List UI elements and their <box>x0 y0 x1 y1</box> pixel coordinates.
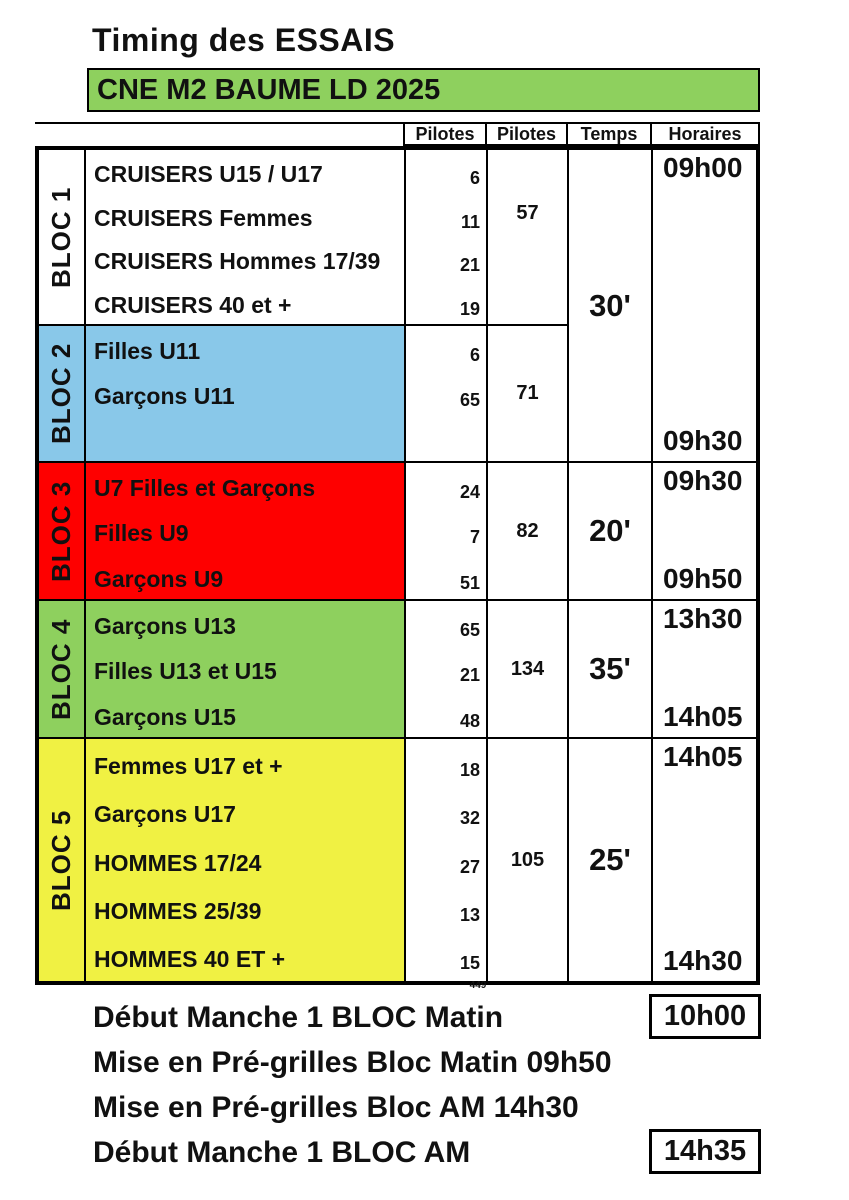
category-label: CRUISERS Femmes <box>94 204 313 231</box>
bloc1-total: 57 <box>487 149 568 325</box>
column-header-horaires: Horaires <box>650 124 760 146</box>
bloc3-total: 82 <box>487 462 568 600</box>
bloc4-label: BLOC 4 <box>38 600 85 738</box>
pilot-count <box>406 416 486 461</box>
pilot-count: 21 <box>459 255 480 276</box>
column-header-pilotes-2: Pilotes <box>485 124 566 146</box>
bloc4-temps: 35' <box>568 600 652 738</box>
bloc3-horaires <box>652 462 757 600</box>
column-header-temps: Temps <box>566 124 650 146</box>
category-label: HOMMES 17/24 <box>94 849 262 876</box>
end-time: 09h30 <box>663 424 743 456</box>
bloc1-categories <box>85 149 405 325</box>
category-label: Garçons U9 <box>94 565 224 592</box>
bloc5-categories <box>85 738 405 982</box>
footer-line-1: Début Manche 1 BLOC Matin <box>93 1000 504 1034</box>
pilot-count: 11 <box>460 211 480 232</box>
bloc4-categories <box>85 600 405 738</box>
category-label: CRUISERS 40 et + <box>94 291 292 318</box>
category-label: CRUISERS U15 / U17 <box>94 161 323 188</box>
bloc4-total: 134 <box>487 600 568 738</box>
table-header-row <box>35 122 760 146</box>
footer-time-box-am: 14h35 <box>649 1129 761 1174</box>
bloc1-pilot-counts <box>405 149 487 325</box>
category-label: HOMMES 25/39 <box>94 897 262 924</box>
bloc2-total: 71 <box>487 325 568 462</box>
timing-table <box>35 146 760 985</box>
bloc5-horaires <box>652 738 757 982</box>
footer-line-3: Mise en Pré-grilles Bloc AM 14h30 <box>93 1090 579 1124</box>
pilot-count: 27 <box>459 856 480 877</box>
pilot-count: 32 <box>459 808 480 829</box>
category-label: Garçons U11 <box>94 383 235 409</box>
bloc4-pilot-counts <box>405 600 487 738</box>
start-time: 09h00 <box>663 152 743 183</box>
bloc2-label: BLOC 2 <box>38 325 85 462</box>
pilot-count: 18 <box>459 759 480 780</box>
end-time: 09h50 <box>663 562 743 594</box>
bloc4-horaires <box>652 600 757 738</box>
pilot-count: 24 <box>459 482 480 503</box>
morning-temps: 30' <box>568 149 652 462</box>
start-time: 14h05 <box>663 741 743 772</box>
pilot-count: 48 <box>459 710 480 731</box>
end-time: 14h05 <box>663 700 743 732</box>
bloc5-total: 105 <box>487 738 568 982</box>
bloc1-label: BLOC 1 <box>38 149 85 325</box>
category-label: U7 Filles et Garçons <box>94 475 316 502</box>
bloc5-label: BLOC 5 <box>38 738 85 982</box>
header-spacer <box>35 124 403 146</box>
category-label <box>86 416 404 461</box>
bloc3-pilot-counts <box>405 462 487 600</box>
pilot-count: 6 <box>469 168 480 189</box>
page-title: Timing des ESSAIS <box>92 22 396 58</box>
grand-total: 449 <box>469 980 487 991</box>
pilot-count: 19 <box>459 298 480 319</box>
bloc2-pilot-counts <box>405 325 487 462</box>
category-label: CRUISERS Hommes 17/39 <box>94 248 381 275</box>
bloc3-temps: 20' <box>568 462 652 600</box>
pilot-count: 15 <box>459 953 480 974</box>
pilot-count: 7 <box>469 527 480 548</box>
category-label: HOMMES 40 ET + <box>94 946 286 973</box>
category-label: Filles U13 et U15 <box>94 658 277 685</box>
column-header-pilotes-1: Pilotes <box>403 124 485 146</box>
bloc3-categories <box>85 462 405 600</box>
category-label: Filles U9 <box>94 520 189 547</box>
footer-line-2: Mise en Pré-grilles Bloc Matin 09h50 <box>93 1045 612 1079</box>
end-time: 14h30 <box>663 944 743 976</box>
footer-time-box-matin: 10h00 <box>649 994 761 1039</box>
pilot-count: 51 <box>459 572 480 593</box>
start-time: 13h30 <box>663 603 743 634</box>
category-label: Garçons U15 <box>94 703 236 730</box>
category-label: Garçons U13 <box>94 613 236 640</box>
pilot-count: 21 <box>459 665 480 686</box>
footer-line-4: Début Manche 1 BLOC AM <box>93 1135 471 1169</box>
category-label: Filles U11 <box>94 338 201 364</box>
category-label: Garçons U17 <box>94 801 236 828</box>
start-time: 09h30 <box>663 465 743 496</box>
event-banner <box>87 68 760 112</box>
bloc3-label: BLOC 3 <box>38 462 85 600</box>
bloc2-categories <box>85 325 405 462</box>
bloc5-temps: 25' <box>568 738 652 982</box>
pilot-count: 13 <box>459 904 480 925</box>
category-label: Femmes U17 et + <box>94 752 283 779</box>
morning-horaires <box>652 149 757 462</box>
event-banner-label: CNE M2 BAUME LD 2025 <box>97 73 441 106</box>
bloc5-pilot-counts <box>405 738 487 982</box>
pilot-count: 6 <box>469 345 480 365</box>
pilot-count: 65 <box>459 620 480 641</box>
pilot-count: 65 <box>459 390 480 410</box>
